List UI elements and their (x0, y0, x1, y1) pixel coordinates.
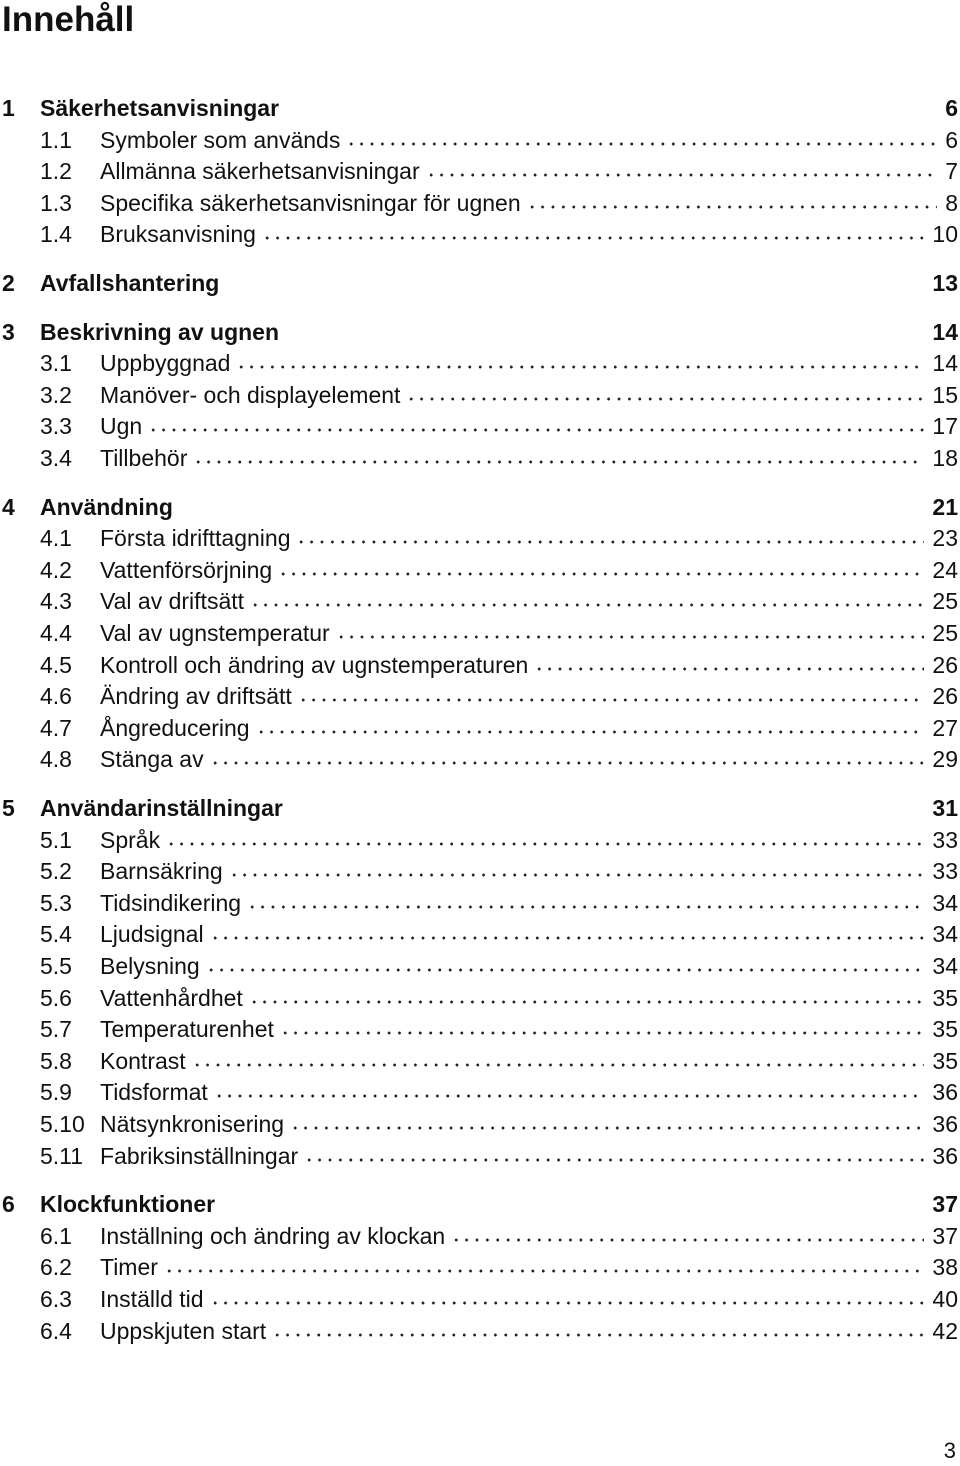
toc-entry-title: Vattenförsörjning (100, 556, 273, 583)
dot-leader (262, 219, 924, 249)
toc-entry-number: 3 (2, 318, 15, 345)
dot-leader (426, 156, 938, 186)
toc-entry-number: 4.4 (40, 620, 72, 646)
toc-entry-title: Nätsynkronisering (100, 1111, 285, 1137)
toc-entry-number: 3.1 (40, 350, 72, 377)
dot-leader (290, 1109, 924, 1139)
toc-chapter-entry[interactable] (0, 1189, 960, 1219)
toc-entry-title: Ugn (100, 413, 143, 440)
dot-leader (289, 793, 925, 823)
toc-section-entry[interactable] (0, 443, 960, 473)
toc-section-entry[interactable] (0, 951, 960, 981)
toc-entry-number: 1.4 (40, 221, 72, 248)
toc-entry-title: Användarinställningar (40, 795, 283, 821)
toc-entry-page-number: 38 (932, 1254, 958, 1281)
toc-entry-title: Belysning (100, 953, 200, 979)
toc-entry-number: 5.5 (40, 953, 72, 979)
toc-entry-title: Stänga av (100, 746, 204, 773)
toc-entry-page-number: 14 (932, 350, 958, 377)
toc-entry-number: 6.4 (40, 1317, 72, 1344)
toc-entry-title: Allmänna säkerhetsanvisningar (100, 158, 420, 185)
toc-chapter-entry[interactable] (0, 268, 960, 298)
toc-section-entry[interactable] (0, 523, 960, 553)
toc-section-entry[interactable] (0, 1221, 960, 1251)
toc-entry-page-number: 34 (932, 889, 958, 916)
toc-chapter-entry[interactable] (0, 317, 960, 347)
toc-entry-number: 6 (2, 1191, 15, 1218)
toc-chapter-entry[interactable] (0, 93, 960, 123)
toc-section-entry[interactable] (0, 856, 960, 886)
toc-entry-page-number: 24 (932, 556, 958, 583)
toc-entry-page-number: 35 (932, 1016, 958, 1043)
toc-section-entry[interactable] (0, 618, 960, 648)
toc-section-entry[interactable] (0, 125, 960, 155)
dot-leader (336, 618, 925, 648)
toc-section-entry[interactable] (0, 744, 960, 774)
toc-entry-page-number: 26 (932, 683, 958, 710)
dot-leader (179, 492, 925, 522)
toc-section-entry[interactable] (0, 919, 960, 949)
toc-section-entry[interactable] (0, 650, 960, 680)
toc-entry-number: 6.1 (40, 1222, 72, 1249)
toc-entry-number: 2 (2, 270, 15, 296)
toc-chapter-entry[interactable] (0, 793, 960, 823)
toc-section-entry[interactable] (0, 555, 960, 585)
toc-entry-title: Ändring av driftsätt (100, 683, 292, 710)
toc-entry-page-number: 29 (932, 746, 958, 773)
toc-section-entry[interactable] (0, 156, 960, 186)
toc-entry-number: 5.11 (40, 1142, 84, 1169)
toc-entry-page-number: 7 (945, 158, 958, 185)
dot-leader (236, 348, 924, 378)
toc-section-entry[interactable] (0, 1316, 960, 1346)
page-number: 3 (943, 1438, 956, 1463)
dot-leader (250, 586, 924, 616)
toc-entry-title: Uppbyggnad (100, 350, 231, 377)
toc-entry-title: Ljudsignal (100, 921, 204, 948)
dot-leader (166, 825, 924, 855)
dot-leader (210, 919, 925, 949)
dot-leader (304, 1141, 924, 1171)
toc-entry-number: 5.2 (40, 858, 72, 885)
toc-section-entry[interactable] (0, 219, 960, 249)
toc-section-entry[interactable] (0, 681, 960, 711)
toc-entry-number: 4.8 (40, 746, 72, 773)
toc-entry-title: Språk (100, 826, 161, 853)
toc-entry-title: Inställning och ändring av klockan (100, 1222, 446, 1249)
toc-entry-page-number: 25 (932, 620, 958, 646)
dot-leader (285, 317, 924, 347)
toc-entry-title: Beskrivning av ugnen (40, 318, 280, 345)
toc-entry-number: 3.4 (40, 445, 72, 471)
dot-leader (278, 555, 924, 585)
toc-section-entry[interactable] (0, 1077, 960, 1107)
toc-entry-title: Temperaturenhet (100, 1016, 274, 1043)
toc-entry-number: 5.7 (40, 1016, 72, 1043)
dot-leader (534, 650, 924, 680)
toc-entry-page-number: 34 (932, 921, 958, 948)
toc-entry-number: 4.2 (40, 556, 72, 583)
toc-section-entry[interactable] (0, 888, 960, 918)
dot-leader (527, 188, 938, 218)
toc-entry-page-number: 25 (932, 588, 958, 615)
toc-entry-number: 4.7 (40, 714, 72, 741)
dot-leader (148, 411, 924, 441)
dot-leader (225, 268, 924, 298)
toc-entry-number: 1 (2, 95, 15, 121)
toc-entry-number: 4.3 (40, 588, 72, 615)
toc-entry-page-number: 6 (945, 126, 958, 153)
dot-leader (164, 1252, 924, 1282)
toc-chapter-entry[interactable] (0, 492, 960, 522)
toc-entry-title: Kontroll och ändring av ugnstemperaturen (100, 651, 529, 678)
toc-section-entry[interactable] (0, 983, 960, 1013)
toc-entry-title: Val av ugnstemperatur (100, 620, 330, 646)
dot-leader (214, 1077, 925, 1107)
toc-entry-title: Uppskjuten start (100, 1317, 267, 1344)
dot-leader (210, 1284, 925, 1314)
toc-entry-number: 5.8 (40, 1047, 72, 1074)
toc-entry-page-number: 13 (932, 270, 958, 296)
toc-entry-page-number: 17 (932, 413, 958, 440)
toc-section-entry[interactable] (0, 586, 960, 616)
toc-entry-title: Val av driftsätt (100, 588, 245, 615)
toc-entry-title: Avfallshantering (40, 270, 220, 296)
toc-entry-page-number: 37 (932, 1191, 958, 1218)
toc-entry-title: Specifika säkerhetsanvisningar för ugnen (100, 189, 521, 216)
toc-entry-page-number: 15 (932, 381, 958, 408)
toc-entry-page-number: 26 (932, 651, 958, 678)
toc-entry-title: Tidsindikering (100, 889, 242, 916)
toc-entry-page-number: 35 (932, 984, 958, 1011)
toc-entry-number: 5.4 (40, 921, 72, 948)
toc-entry-page-number: 36 (932, 1111, 958, 1137)
toc-entry-number: 5.3 (40, 889, 72, 916)
toc-entry-page-number: 14 (932, 318, 958, 345)
toc-entry-page-number: 40 (932, 1286, 958, 1312)
toc-section-entry[interactable] (0, 713, 960, 743)
dot-leader (406, 380, 924, 410)
dot-leader (451, 1221, 924, 1251)
toc-section-entry[interactable] (0, 411, 960, 441)
dot-leader (229, 856, 925, 886)
toc-entry-title: Manöver- och displayelement (100, 381, 401, 408)
toc-section-entry[interactable] (0, 1284, 960, 1314)
toc-entry-number: 3.2 (40, 381, 72, 408)
toc-section-entry[interactable] (0, 1141, 960, 1171)
toc-entry-page-number: 33 (932, 858, 958, 885)
toc-entry-number: 6.2 (40, 1254, 72, 1281)
toc-entry-title: Klockfunktioner (40, 1191, 216, 1218)
dot-leader (285, 93, 937, 123)
dot-leader (221, 1189, 924, 1219)
dot-leader (192, 1046, 925, 1076)
toc-entry-number: 5.1 (40, 826, 72, 853)
toc-entry-title: Säkerhetsanvisningar (40, 95, 280, 121)
toc-section-entry[interactable] (0, 825, 960, 855)
toc-entry-page-number: 33 (932, 826, 958, 853)
toc-entry-number: 3.3 (40, 413, 72, 440)
toc-section-entry[interactable] (0, 1252, 960, 1282)
toc-entry-title: Timer (100, 1254, 158, 1281)
toc-entry-page-number: 6 (945, 95, 958, 121)
toc-entry-title: Bruksanvisning (100, 221, 256, 248)
toc-entry-title: Tillbehör (100, 445, 188, 471)
toc-entry-page-number: 21 (932, 493, 958, 520)
toc-entry-title: Symboler som används (100, 126, 341, 153)
dot-leader (256, 713, 925, 743)
toc-entry-title: Användning (40, 493, 173, 520)
toc-entry-page-number: 37 (932, 1222, 958, 1249)
toc-entry-title: Vattenhårdhet (100, 984, 243, 1011)
toc-entry-number: 1.3 (40, 189, 72, 216)
toc-entry-title: Ångreducering (100, 714, 250, 741)
toc-section-entry[interactable] (0, 348, 960, 378)
toc-entry-page-number: 23 (932, 525, 958, 552)
toc-entry-number: 4.5 (40, 651, 72, 678)
toc-entry-page-number: 35 (932, 1047, 958, 1074)
toc-entry-title: Kontrast (100, 1047, 186, 1074)
toc-entry-number: 4 (2, 493, 15, 520)
toc-section-entry[interactable] (0, 1046, 960, 1076)
dot-leader (346, 125, 937, 155)
toc-section-entry[interactable] (0, 188, 960, 218)
toc-entry-number: 5.6 (40, 984, 72, 1011)
toc-section-entry[interactable] (0, 380, 960, 410)
dot-leader (296, 523, 924, 553)
toc-entry-number: 1.2 (40, 158, 72, 185)
dot-leader (298, 681, 925, 711)
toc-entry-page-number: 8 (945, 189, 958, 216)
toc-entry-page-number: 31 (932, 795, 958, 821)
toc-entry-page-number: 36 (932, 1079, 958, 1106)
toc-entry-page-number: 18 (932, 445, 958, 471)
toc-entry-number: 5 (2, 795, 15, 821)
dot-leader (272, 1316, 924, 1346)
toc-entry-number: 1.1 (40, 126, 72, 153)
toc-entry-number: 4.6 (40, 683, 72, 710)
dot-leader (247, 888, 924, 918)
dot-leader (193, 443, 924, 473)
toc-entry-number: 6.3 (40, 1286, 72, 1312)
dot-leader (280, 1014, 925, 1044)
toc-entry-page-number: 10 (932, 221, 958, 248)
toc-entry-title: Första idrifttagning (100, 525, 291, 552)
toc-section-entry[interactable] (0, 1014, 960, 1044)
toc-entry-page-number: 42 (932, 1317, 958, 1344)
page-title: Innehåll (2, 0, 135, 39)
dot-leader (249, 983, 925, 1013)
toc-entry-title: Barnsäkring (100, 858, 223, 885)
toc-entry-number: 5.9 (40, 1079, 72, 1106)
toc-section-entry[interactable] (0, 1109, 960, 1139)
dot-leader (210, 744, 925, 774)
dot-leader (206, 951, 925, 981)
toc-entry-page-number: 27 (932, 714, 958, 741)
toc-entry-title: Fabriksinställningar (100, 1142, 299, 1169)
toc-entry-title: Tidsformat (100, 1079, 208, 1106)
toc-entry-page-number: 34 (932, 953, 958, 979)
toc-entry-page-number: 36 (932, 1142, 958, 1169)
toc-entry-number: 4.1 (40, 525, 72, 552)
toc-entry-title: Inställd tid (100, 1286, 204, 1312)
toc-entry-number: 5.10 (40, 1111, 85, 1137)
